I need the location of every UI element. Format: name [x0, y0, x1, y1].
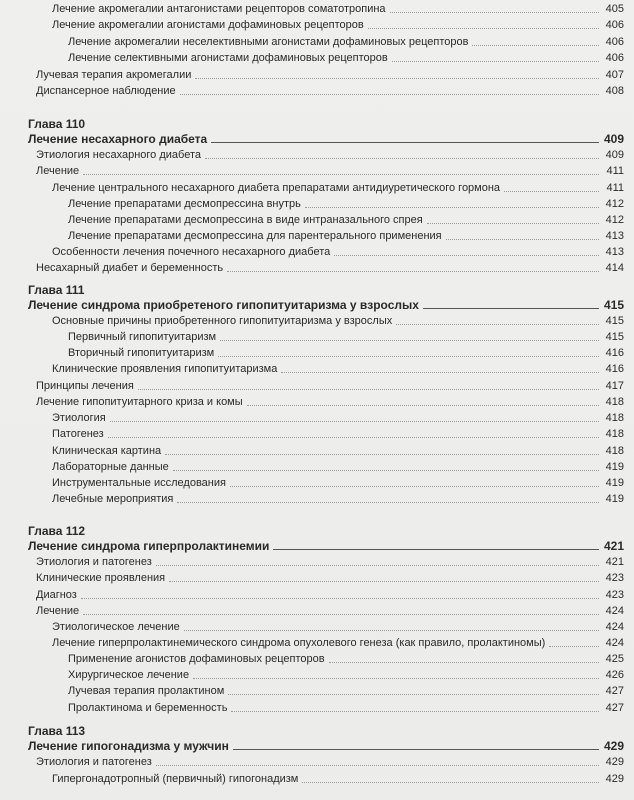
toc-entry-page: 429: [605, 756, 624, 768]
dot-leader: [205, 158, 599, 159]
toc-entry-page: 417: [605, 380, 624, 392]
toc-entry: [28, 619, 624, 634]
dot-leader: [329, 662, 599, 663]
toc-entry: [28, 651, 624, 666]
toc-entry-page: 418: [605, 445, 624, 457]
toc-entry-page: 406: [605, 52, 624, 64]
toc-entry-title: Лечение синдрома гиперпролактинемии: [28, 539, 270, 553]
dot-leader: [110, 421, 599, 422]
toc-entry-page: 418: [605, 412, 624, 424]
toc-entry-title: Лечение: [36, 605, 80, 617]
dot-leader: [423, 308, 599, 309]
toc-entry-page: 416: [605, 347, 624, 359]
toc-entry-title: Лечение препаратами десмопрессина внутрь: [68, 198, 301, 210]
toc-entry: [28, 329, 624, 344]
toc-entry-page: 415: [605, 315, 624, 327]
toc-entry-page: 419: [605, 493, 624, 505]
toc-entry: [28, 771, 624, 786]
toc-entry-title: Патогенез: [52, 428, 104, 440]
dot-leader: [81, 598, 599, 599]
toc-entry-title: Лечебные мероприятия: [52, 493, 174, 505]
chapter-heading: Глава 113: [28, 724, 86, 738]
toc-entry: [28, 361, 624, 376]
toc-entry-title: Диагноз: [36, 589, 77, 601]
dot-leader: [305, 207, 599, 208]
toc-entry: [28, 83, 624, 98]
dot-leader: [169, 581, 599, 582]
toc-entry-title: Лечение акромегалии антагонистами рецепторов соматотропина: [52, 3, 386, 15]
toc-entry-title: Лучевая терапия акромегалии: [36, 69, 192, 81]
toc-entry: [28, 1, 624, 16]
toc-entry-title: Этиологическое лечение: [52, 621, 180, 633]
toc-entry-page: 424: [605, 637, 624, 649]
dot-leader: [227, 271, 599, 272]
dot-leader: [165, 454, 599, 455]
chapter-heading: Глава 110: [28, 117, 86, 131]
toc-entry-page: 424: [605, 605, 624, 617]
toc-entry: [28, 554, 624, 569]
dot-leader: [396, 324, 599, 325]
toc-entry: [28, 313, 624, 328]
dot-leader: [390, 12, 599, 13]
toc-entry-page: 425: [605, 653, 624, 665]
toc-entry-title: Инструментальные исследования: [52, 477, 226, 489]
toc-entry-page: 413: [605, 246, 624, 258]
dot-leader: [230, 486, 599, 487]
toc-entry: [28, 426, 624, 441]
toc-entry-title: Диспансерное наблюдение: [36, 85, 176, 97]
toc-entry: [28, 212, 624, 227]
dot-leader: [334, 255, 599, 256]
dot-leader: [211, 142, 599, 143]
toc-entry-title: Гипергонадотропный (первичный) гипогонадизм: [52, 773, 299, 785]
toc-entry: [28, 603, 624, 618]
dot-leader: [472, 45, 599, 46]
chapter-title-entry: [28, 538, 624, 553]
toc-entry: [28, 378, 624, 393]
toc-entry: [28, 410, 624, 425]
toc-entry-title: Лечение препаратами десмопрессина в виде интраназального спрея: [68, 214, 423, 226]
toc-entry-title: Клинические проявления гипопитуитаризма: [52, 363, 278, 375]
toc-entry-page: 429: [603, 739, 624, 753]
toc-entry-title: Лечение гипопитуитарного криза и комы: [36, 396, 243, 408]
toc-entry-title: Применение агонистов дофаминовых рецепторов: [68, 653, 325, 665]
dot-leader: [195, 78, 599, 79]
toc-entry-page: 418: [605, 428, 624, 440]
toc-entry: [28, 228, 624, 243]
dot-leader: [392, 61, 599, 62]
toc-entry: [28, 667, 624, 682]
toc-entry-title: Лечение акромегалии неселективными агонистами дофаминовых рецепторов: [68, 36, 469, 48]
toc-entry: [28, 50, 624, 65]
dot-leader: [302, 782, 599, 783]
toc-entry-page: 409: [605, 149, 624, 161]
toc-entry-title: Этиология несахарного диабета: [36, 149, 201, 161]
toc-entry: [28, 394, 624, 409]
toc-entry: [28, 491, 624, 506]
dot-leader: [138, 389, 599, 390]
dot-leader: [228, 694, 599, 695]
toc-entry: [28, 244, 624, 259]
toc-entry-page: 423: [605, 589, 624, 601]
toc-entry-page: 416: [605, 363, 624, 375]
toc-entry-title: Лечение синдрома приобретеного гипопитуитаризма у взрослых: [28, 298, 419, 312]
toc-entry-title: Лечение гиперпролактинемического синдрома опухолевого генеза (как правило, пролактиномы): [52, 637, 546, 649]
dot-leader: [233, 749, 599, 750]
toc-entry: [28, 180, 624, 195]
toc-entry-title: Первичный гипопитуитаризм: [68, 331, 217, 343]
toc-entry-title: Лечение препаратами десмопрессина для парентерального применения: [68, 230, 442, 242]
toc-entry: [28, 570, 624, 585]
chapter-title-entry: [28, 297, 624, 312]
toc-entry-page: 407: [605, 69, 624, 81]
toc-entry-title: Лечение гипогонадизма у мужчин: [28, 739, 229, 753]
toc-entry-title: Этиология и патогенез: [36, 556, 152, 568]
toc-entry-page: 427: [605, 685, 624, 697]
toc-entry-title: Принципы лечения: [36, 380, 134, 392]
dot-leader: [180, 94, 599, 95]
toc-entry-title: Несахарный диабет и беременность: [36, 262, 224, 274]
dot-leader: [83, 614, 599, 615]
dot-leader: [173, 470, 599, 471]
toc-entry: [28, 683, 624, 698]
toc-entry-page: 411: [606, 165, 624, 177]
toc-entry-page: 418: [605, 396, 624, 408]
dot-leader: [218, 356, 599, 357]
toc-entry: [28, 163, 624, 178]
toc-entry-page: 426: [605, 669, 624, 681]
toc-entry-page: 412: [605, 198, 624, 210]
dot-leader: [184, 630, 599, 631]
toc-entry-title: Лечение центрального несахарного диабета препаратами антидиуретического гормона: [52, 182, 501, 194]
toc-entry-page: 421: [603, 539, 624, 553]
dot-leader: [156, 565, 599, 566]
toc-entry-page: 424: [605, 621, 624, 633]
toc-entry-title: Клинические проявления: [36, 572, 166, 584]
toc-entry-page: 414: [605, 262, 624, 274]
dot-leader: [193, 678, 599, 679]
toc-entry: [28, 587, 624, 602]
dot-leader: [83, 174, 599, 175]
dot-leader: [247, 405, 599, 406]
toc-entry-title: Этиология: [52, 412, 106, 424]
dot-leader: [427, 223, 599, 224]
toc-entry-title: Лечение селективными агонистами дофаминовых рецепторов: [68, 52, 388, 64]
chapter-heading: Глава 111: [28, 283, 85, 297]
chapter-title-entry: [28, 131, 624, 146]
dot-leader: [368, 28, 599, 29]
toc-entry: [28, 459, 624, 474]
toc-entry-title: Лабораторные данные: [52, 461, 169, 473]
toc-entry-page: 421: [605, 556, 624, 568]
toc-entry-page: 408: [605, 85, 624, 97]
toc-entry-title: Пролактинома и беременность: [68, 702, 228, 714]
toc-entry-page: 427: [605, 702, 624, 714]
toc-entry: [28, 260, 624, 275]
toc-entry-title: Лечение акромегалии агонистами дофаминовых рецепторов: [52, 19, 364, 31]
dot-leader: [231, 711, 599, 712]
dot-leader: [273, 549, 599, 550]
toc-entry-title: Основные причины приобретенного гипопитуитаризма у взрослых: [52, 315, 393, 327]
toc-entry-title: Этиология и патогенез: [36, 756, 152, 768]
toc-entry-page: 419: [605, 477, 624, 489]
toc-entry-title: Особенности лечения почечного несахарного диабета: [52, 246, 331, 258]
toc-entry: [28, 196, 624, 211]
toc-entry-page: 409: [603, 132, 624, 146]
toc-entry-page: 413: [605, 230, 624, 242]
toc-entry-page: 406: [605, 19, 624, 31]
toc-entry: [28, 147, 624, 162]
toc-entry-page: 411: [606, 182, 624, 194]
dot-leader: [220, 340, 599, 341]
toc-entry: [28, 475, 624, 490]
toc-entry-page: 423: [605, 572, 624, 584]
toc-entry-page: 429: [605, 773, 624, 785]
toc-entry-page: 412: [605, 214, 624, 226]
toc-entry: [28, 443, 624, 458]
toc-entry: [28, 700, 624, 715]
dot-leader: [504, 191, 599, 192]
toc-entry-title: Клиническая картина: [52, 445, 162, 457]
toc-entry: [28, 635, 624, 650]
dot-leader: [108, 437, 599, 438]
toc-entry: [28, 17, 624, 32]
toc-entry: [28, 345, 624, 360]
chapter-title-entry: [28, 738, 624, 753]
toc-entry-page: 405: [605, 3, 624, 15]
toc-entry: [28, 34, 624, 49]
toc-entry-page: 406: [605, 36, 624, 48]
toc-entry: [28, 67, 624, 82]
dot-leader: [156, 765, 599, 766]
toc-entry-title: Вторичный гипопитуитаризм: [68, 347, 215, 359]
toc-entry: [28, 754, 624, 769]
toc-entry-page: 419: [605, 461, 624, 473]
toc-entry-title: Лечение: [36, 165, 80, 177]
toc-entry-page: 415: [603, 298, 624, 312]
dot-leader: [446, 239, 599, 240]
toc-entry-page: 415: [605, 331, 624, 343]
toc-entry-title: Лучевая терапия пролактином: [68, 685, 225, 697]
dot-leader: [177, 502, 599, 503]
chapter-heading: Глава 112: [28, 524, 86, 538]
toc-entry-title: Лечение несахарного диабета: [28, 132, 208, 146]
toc-entry-title: Хирургическое лечение: [68, 669, 190, 681]
dot-leader: [281, 372, 599, 373]
dot-leader: [549, 646, 599, 647]
